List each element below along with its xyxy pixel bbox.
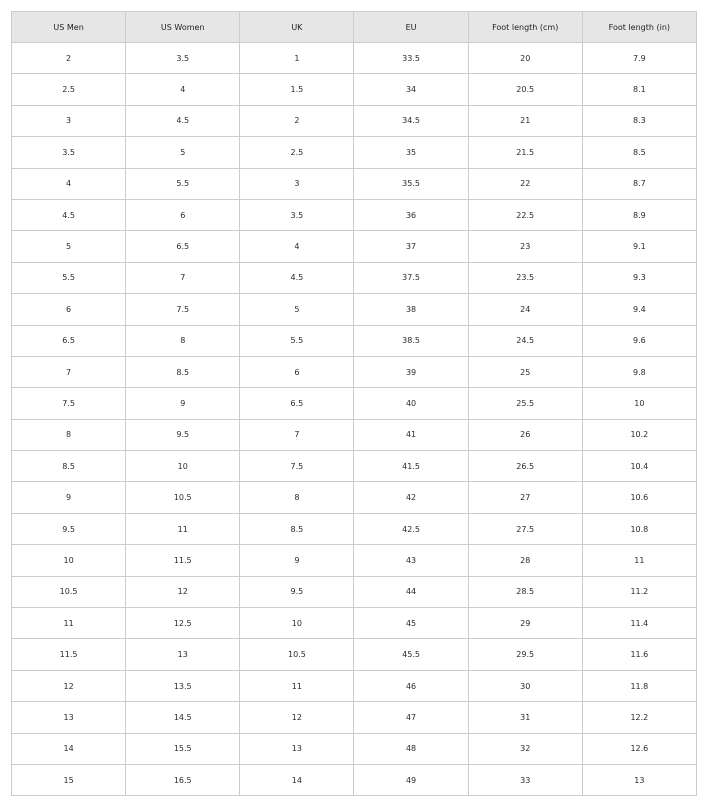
cell-us-men: 7 <box>12 356 126 387</box>
cell-us-men: 8.5 <box>12 451 126 482</box>
cell-us-men: 14 <box>12 733 126 764</box>
cell-eu: 35.5 <box>354 168 468 199</box>
cell-us-men: 5.5 <box>12 262 126 293</box>
cell-us-women: 15.5 <box>126 733 240 764</box>
header-foot-length-cm: Foot length (cm) <box>468 12 582 43</box>
cell-foot-length-cm: 33 <box>468 764 582 795</box>
cell-uk: 9.5 <box>240 576 354 607</box>
cell-foot-length-in: 11.2 <box>582 576 696 607</box>
header-row <box>12 12 697 43</box>
cell-us-men: 3 <box>12 105 126 136</box>
cell-foot-length-in: 8.7 <box>582 168 696 199</box>
cell-foot-length-cm: 22 <box>468 168 582 199</box>
cell-foot-length-in: 9.4 <box>582 294 696 325</box>
table-row <box>12 231 697 262</box>
size-conversion-table <box>11 11 697 796</box>
table-row <box>12 325 697 356</box>
cell-foot-length-in: 11.4 <box>582 608 696 639</box>
cell-uk: 4 <box>240 231 354 262</box>
cell-uk: 1.5 <box>240 74 354 105</box>
cell-us-women: 3.5 <box>126 43 240 74</box>
table-row <box>12 262 697 293</box>
cell-eu: 42.5 <box>354 513 468 544</box>
cell-us-men: 13 <box>12 702 126 733</box>
cell-eu: 39 <box>354 356 468 387</box>
cell-foot-length-in: 10.6 <box>582 482 696 513</box>
cell-us-men: 6.5 <box>12 325 126 356</box>
cell-uk: 4.5 <box>240 262 354 293</box>
cell-uk: 7 <box>240 419 354 450</box>
table-row <box>12 764 697 795</box>
cell-foot-length-cm: 20 <box>468 43 582 74</box>
cell-eu: 34 <box>354 74 468 105</box>
cell-foot-length-in: 11.6 <box>582 639 696 670</box>
cell-foot-length-in: 8.5 <box>582 137 696 168</box>
cell-eu: 44 <box>354 576 468 607</box>
cell-us-women: 9 <box>126 388 240 419</box>
cell-foot-length-cm: 23.5 <box>468 262 582 293</box>
cell-uk: 10 <box>240 608 354 639</box>
cell-foot-length-in: 13 <box>582 764 696 795</box>
cell-eu: 37.5 <box>354 262 468 293</box>
cell-us-men: 8 <box>12 419 126 450</box>
table-row <box>12 137 697 168</box>
header-us-men: US Men <box>12 12 126 43</box>
cell-foot-length-in: 8.3 <box>582 105 696 136</box>
cell-us-women: 12.5 <box>126 608 240 639</box>
cell-foot-length-cm: 26.5 <box>468 451 582 482</box>
cell-foot-length-cm: 29 <box>468 608 582 639</box>
cell-us-women: 13.5 <box>126 670 240 701</box>
table-header <box>12 12 697 43</box>
cell-foot-length-in: 9.6 <box>582 325 696 356</box>
cell-uk: 10.5 <box>240 639 354 670</box>
cell-foot-length-in: 8.9 <box>582 199 696 230</box>
cell-foot-length-cm: 28.5 <box>468 576 582 607</box>
cell-us-men: 11 <box>12 608 126 639</box>
cell-us-men: 12 <box>12 670 126 701</box>
table-row <box>12 639 697 670</box>
cell-foot-length-cm: 25.5 <box>468 388 582 419</box>
cell-us-men: 15 <box>12 764 126 795</box>
table-row <box>12 74 697 105</box>
header-uk: UK <box>240 12 354 43</box>
cell-us-women: 6.5 <box>126 231 240 262</box>
cell-foot-length-cm: 30 <box>468 670 582 701</box>
table-row <box>12 733 697 764</box>
cell-eu: 40 <box>354 388 468 419</box>
cell-foot-length-in: 10.2 <box>582 419 696 450</box>
table-row <box>12 168 697 199</box>
table-row <box>12 608 697 639</box>
header-us-women: US Women <box>126 12 240 43</box>
cell-us-women: 14.5 <box>126 702 240 733</box>
cell-foot-length-cm: 21.5 <box>468 137 582 168</box>
cell-foot-length-in: 9.1 <box>582 231 696 262</box>
cell-us-men: 6 <box>12 294 126 325</box>
table-row <box>12 388 697 419</box>
cell-foot-length-cm: 21 <box>468 105 582 136</box>
cell-eu: 46 <box>354 670 468 701</box>
table-row <box>12 356 697 387</box>
cell-us-men: 4.5 <box>12 199 126 230</box>
cell-foot-length-cm: 26 <box>468 419 582 450</box>
cell-us-men: 5 <box>12 231 126 262</box>
table-row <box>12 482 697 513</box>
cell-eu: 37 <box>354 231 468 262</box>
table-row <box>12 576 697 607</box>
cell-foot-length-cm: 27.5 <box>468 513 582 544</box>
cell-eu: 49 <box>354 764 468 795</box>
cell-eu: 45.5 <box>354 639 468 670</box>
cell-uk: 14 <box>240 764 354 795</box>
cell-us-women: 11 <box>126 513 240 544</box>
cell-uk: 6 <box>240 356 354 387</box>
cell-foot-length-cm: 28 <box>468 545 582 576</box>
size-chart <box>11 11 696 796</box>
cell-foot-length-cm: 27 <box>468 482 582 513</box>
cell-foot-length-in: 10.4 <box>582 451 696 482</box>
cell-us-women: 4.5 <box>126 105 240 136</box>
cell-us-men: 2 <box>12 43 126 74</box>
cell-foot-length-cm: 32 <box>468 733 582 764</box>
cell-foot-length-cm: 24 <box>468 294 582 325</box>
cell-us-women: 7.5 <box>126 294 240 325</box>
cell-us-men: 9 <box>12 482 126 513</box>
cell-us-men: 7.5 <box>12 388 126 419</box>
cell-foot-length-cm: 23 <box>468 231 582 262</box>
cell-foot-length-in: 12.2 <box>582 702 696 733</box>
cell-us-women: 12 <box>126 576 240 607</box>
cell-us-women: 9.5 <box>126 419 240 450</box>
cell-uk: 6.5 <box>240 388 354 419</box>
cell-eu: 45 <box>354 608 468 639</box>
cell-foot-length-in: 8.1 <box>582 74 696 105</box>
table-row <box>12 105 697 136</box>
cell-eu: 35 <box>354 137 468 168</box>
cell-foot-length-in: 11 <box>582 545 696 576</box>
cell-us-men: 10.5 <box>12 576 126 607</box>
table-row <box>12 294 697 325</box>
cell-uk: 8.5 <box>240 513 354 544</box>
table-row <box>12 199 697 230</box>
cell-eu: 41 <box>354 419 468 450</box>
cell-us-men: 9.5 <box>12 513 126 544</box>
table-row <box>12 670 697 701</box>
cell-eu: 36 <box>354 199 468 230</box>
table-row <box>12 513 697 544</box>
cell-us-women: 5 <box>126 137 240 168</box>
cell-uk: 12 <box>240 702 354 733</box>
cell-us-women: 5.5 <box>126 168 240 199</box>
cell-us-women: 11.5 <box>126 545 240 576</box>
cell-foot-length-cm: 31 <box>468 702 582 733</box>
cell-eu: 42 <box>354 482 468 513</box>
cell-eu: 47 <box>354 702 468 733</box>
cell-us-women: 7 <box>126 262 240 293</box>
cell-foot-length-cm: 25 <box>468 356 582 387</box>
header-foot-length-in: Foot length (in) <box>582 12 696 43</box>
cell-uk: 2 <box>240 105 354 136</box>
cell-uk: 3 <box>240 168 354 199</box>
cell-eu: 41.5 <box>354 451 468 482</box>
cell-foot-length-cm: 22.5 <box>468 199 582 230</box>
cell-eu: 34.5 <box>354 105 468 136</box>
table-row <box>12 702 697 733</box>
cell-foot-length-in: 9.8 <box>582 356 696 387</box>
cell-uk: 11 <box>240 670 354 701</box>
cell-us-men: 4 <box>12 168 126 199</box>
cell-uk: 2.5 <box>240 137 354 168</box>
cell-foot-length-in: 11.8 <box>582 670 696 701</box>
cell-foot-length-in: 10 <box>582 388 696 419</box>
cell-eu: 33.5 <box>354 43 468 74</box>
cell-us-men: 2.5 <box>12 74 126 105</box>
cell-us-women: 8 <box>126 325 240 356</box>
cell-eu: 38.5 <box>354 325 468 356</box>
table-row <box>12 451 697 482</box>
cell-us-women: 16.5 <box>126 764 240 795</box>
cell-foot-length-cm: 20.5 <box>468 74 582 105</box>
cell-foot-length-in: 12.6 <box>582 733 696 764</box>
cell-foot-length-cm: 24.5 <box>468 325 582 356</box>
cell-uk: 5.5 <box>240 325 354 356</box>
cell-eu: 43 <box>354 545 468 576</box>
cell-us-men: 11.5 <box>12 639 126 670</box>
cell-us-men: 10 <box>12 545 126 576</box>
cell-uk: 9 <box>240 545 354 576</box>
cell-foot-length-in: 7.9 <box>582 43 696 74</box>
table-row <box>12 419 697 450</box>
cell-uk: 5 <box>240 294 354 325</box>
cell-uk: 1 <box>240 43 354 74</box>
cell-us-women: 10.5 <box>126 482 240 513</box>
cell-eu: 38 <box>354 294 468 325</box>
cell-uk: 13 <box>240 733 354 764</box>
cell-eu: 48 <box>354 733 468 764</box>
cell-uk: 3.5 <box>240 199 354 230</box>
cell-us-women: 10 <box>126 451 240 482</box>
cell-us-women: 13 <box>126 639 240 670</box>
cell-us-women: 6 <box>126 199 240 230</box>
cell-us-women: 8.5 <box>126 356 240 387</box>
cell-foot-length-in: 10.8 <box>582 513 696 544</box>
table-row <box>12 545 697 576</box>
table-row <box>12 43 697 74</box>
cell-uk: 7.5 <box>240 451 354 482</box>
header-eu: EU <box>354 12 468 43</box>
cell-foot-length-cm: 29.5 <box>468 639 582 670</box>
table-body <box>12 43 697 796</box>
cell-foot-length-in: 9.3 <box>582 262 696 293</box>
cell-uk: 8 <box>240 482 354 513</box>
cell-us-men: 3.5 <box>12 137 126 168</box>
cell-us-women: 4 <box>126 74 240 105</box>
